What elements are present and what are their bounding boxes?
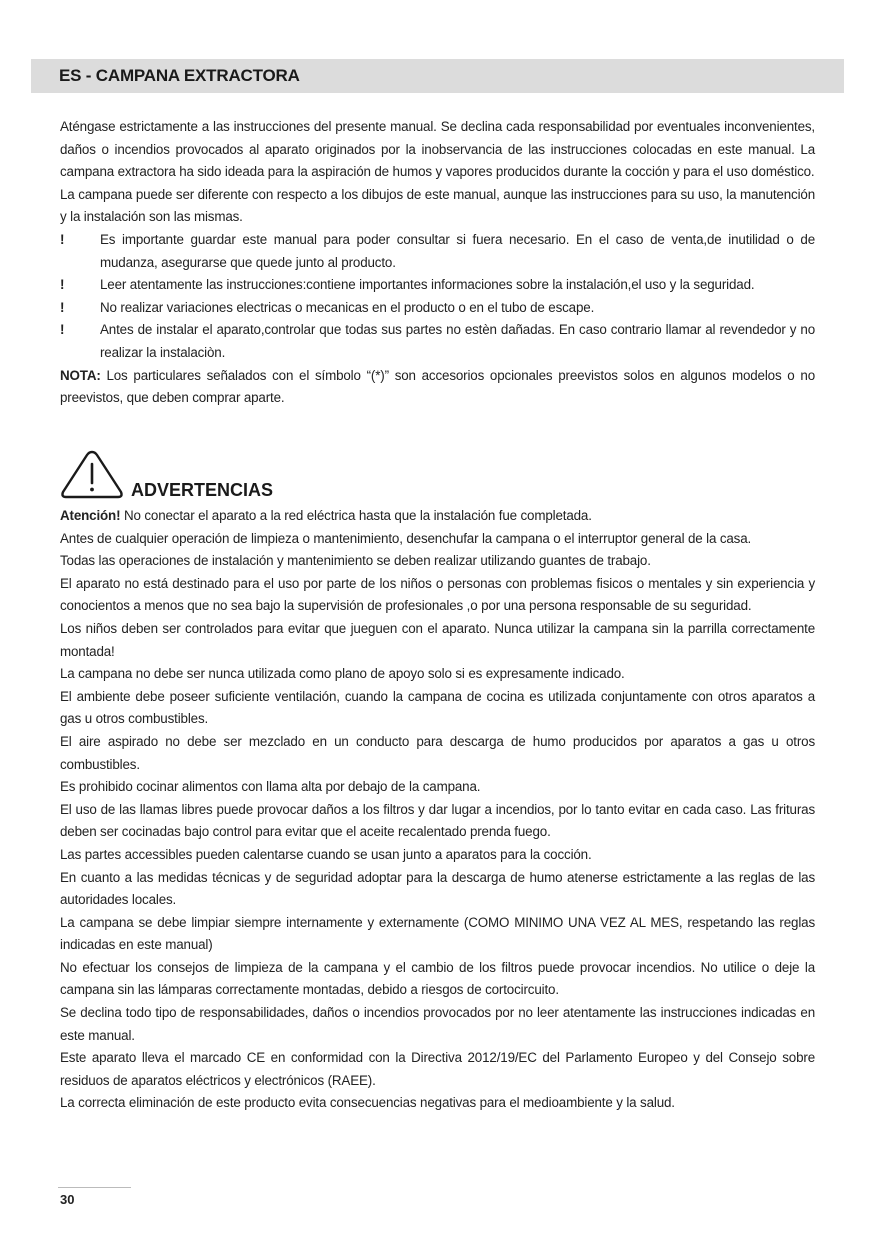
note-label: NOTA: [60,367,101,383]
section-header [31,59,844,93]
list-item: ! Leer atentamente las instrucciones:contiene importantes informaciones sobre la instalación,el uso y la seguridad. [60,274,815,297]
warning-paragraph: Los niños deben ser controlados para evitar que jueguen con el aparato. Nunca utilizar la campana sin la parrilla correctamente montada! [60,620,815,659]
warning-triangle-icon [59,448,125,500]
warning-paragraph: Las partes accessibles pueden calentarse cuando se usan junto a aparatos para la cocción. [60,846,592,862]
list-item: ! Es importante guardar este manual para poder consultar si fuera necesario. En el caso de venta,de inutilidad o de mudanza, asegurarse que quede junto al producto. [60,229,815,274]
intro-section [60,116,815,410]
important-list [60,229,815,365]
warning-paragraph: Es prohibido cocinar alimentos con llama alta por debajo de la campana. [60,779,481,795]
attention-label: Atención! [60,508,121,523]
warning-paragraph: El aparato no está destinado para el uso por parte de los niños o personas con problemas fisicos o mentales y sin experiencia y conocientos a menos que no sea bajo la supervisión de profesionales ,o por una persona responsable de su seguridad. [60,575,815,614]
exclamation-icon: ! [60,231,65,247]
footer-divider [58,1187,131,1188]
list-item: ! No realizar variaciones electricas o mecanicas en el producto o en el tubo de escape. [60,297,815,320]
warning-paragraph: El aire aspirado no debe ser mezclado en un conducto para descarga de humo producidos por aparatos a gas u otros combustibles. [60,733,815,772]
warning-paragraph: La campana no debe ser nunca utilizada como plano de apoyo solo si es expresamente indicado. [60,666,625,682]
warning-paragraph: Este aparato lleva el marcado CE en conformidad con la Directiva 2012/19/EC del Parlamento Europeo y del Consejo sobre residuos de aparatos eléctricos y electrónicos (RAEE). [60,1050,815,1088]
warning-paragraph: El ambiente debe poseer suficiente ventilación, cuando la campana de cocina es utilizada conjuntamente con otros aparatos a gas u otros combustibles. [60,688,815,727]
warning-paragraph: Todas las operaciones de instalación y mantenimiento se deben realizar utilizando guantes de trabajo. [60,553,651,569]
warning-paragraph: Se declina todo tipo de responsabilidades, daños o incendios provocados por no leer atentamente las instrucciones indicadas en este manual. [60,1005,815,1043]
note-text: Los particulares señalados con el símbolo “(*)” son accesorios opcionales preevistos solos en algunos modelos o no preevistos, que deben comprar aparte. [60,367,815,406]
warning-paragraph: No efectuar los consejos de limpieza de la campana y el cambio de los filtros puede provocar incendios. No utilice o deje la campana sin las lámparas correctamente montadas, debido a riesgos de cortocircuito. [60,959,815,998]
warnings-section [60,505,815,1115]
warnings-title: ADVERTENCIAS [131,480,274,500]
exclamation-icon: ! [60,322,65,338]
warning-paragraph: Antes de cualquier operación de limpieza o mantenimiento, desenchufar la campana o el interruptor general de la casa. [60,530,752,546]
warning-paragraph: En cuanto a las medidas técnicas y de seguridad adoptar para la descarga de humo atenerse estrictamente a las reglas de las autoridades locales. [60,869,815,908]
exclamation-icon: ! [60,277,65,293]
exclamation-icon: ! [60,299,65,315]
note-paragraph [60,365,815,410]
page-number: 30 [60,1192,75,1207]
intro-paragraph-1: Aténgase estrictamente a las instrucciones del presente manual. Se declina cada responsabilidad por eventuales inconvenientes, daños o incendios provocados al aparato originados por la inobservancia de las instrucciones colocadas en este manual. La campana extractora ha sido ideada para la aspiración de humos y vapores producidos durante la cocción y para el uso doméstico. [60,119,815,180]
intro-paragraph-2: La campana puede ser diferente con respecto a los dibujos de este manual, aunque las instrucciones para su uso, la manutención y la instalación son las mismas. [60,186,815,225]
section-title: ES - CAMPANA EXTRACTORA [59,66,300,85]
warning-paragraph: La correcta eliminación de este producto evita consecuencias negativas para el medioambiente y la salud. [60,1095,675,1111]
attention-paragraph [60,505,815,528]
warning-paragraph: El uso de las llamas libres puede provocar daños a los filtros y dar lugar a incendios, por lo tanto evitar en cada caso. Las frituras deben ser cocinadas bajo control para evitar que el aceite recalentado prenda fuego. [60,801,815,840]
list-item: ! Antes de instalar el aparato,controlar que todas sus partes no estèn dañadas. En caso contrario llamar al revendedor y no realizar la instalaciòn. [60,319,815,364]
attention-text: No conectar el aparato a la red eléctrica hasta que la instalación fue completada. [120,508,592,523]
warning-paragraph: La campana se debe limpiar siempre internamente y externamente (COMO MINIMO UNA VEZ AL MES, respetando las reglas indicadas en este manual) [60,914,815,953]
